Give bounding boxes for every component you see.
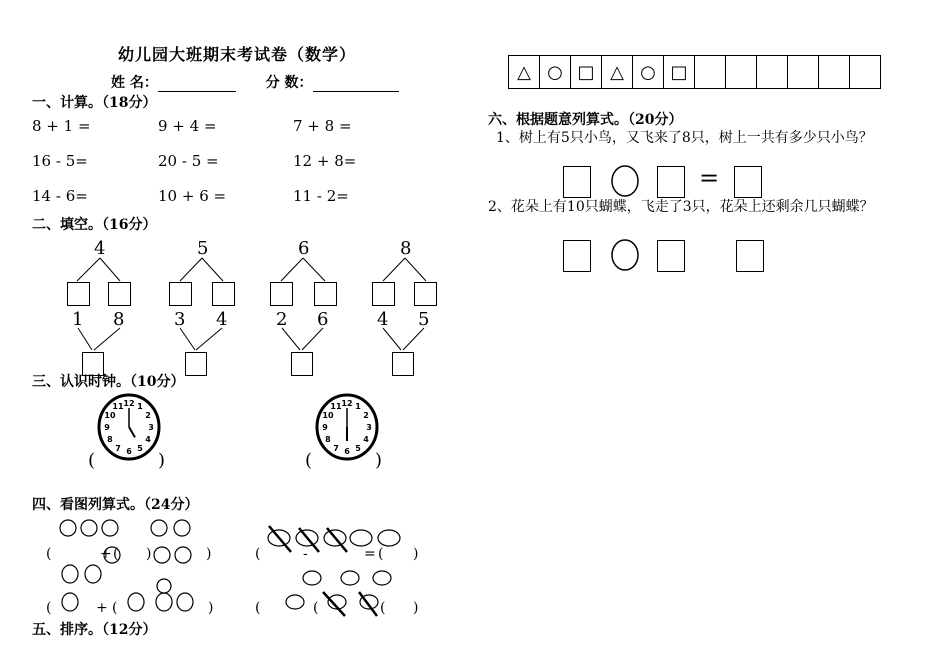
answer-paren-close: ): [375, 450, 383, 471]
sequence-table: [508, 55, 881, 89]
paren-open: (: [313, 600, 319, 616]
bond-top-number: 5: [197, 238, 209, 259]
clock-numeral: 9: [322, 423, 328, 432]
operator-circle[interactable]: [610, 164, 640, 198]
clock-numeral: 10: [322, 411, 334, 420]
bond-connector-lines: [0, 0, 460, 380]
sequence-cell: ○: [633, 56, 664, 89]
clock-numeral: 1: [137, 402, 143, 412]
calc-item: 14 - 6=: [32, 187, 88, 205]
operator-circle[interactable]: [610, 238, 640, 272]
clock-1: [96, 392, 162, 462]
paren-close: ): [208, 600, 214, 616]
clock-numeral: 6: [126, 447, 132, 456]
minus-sign: -: [303, 546, 308, 562]
bond-right-number: 6: [317, 309, 329, 330]
equation-number-box[interactable]: [657, 166, 685, 198]
equation-number-box[interactable]: [657, 240, 685, 272]
plus-sign: +: [96, 600, 108, 616]
bond-top-number: 4: [94, 238, 106, 259]
clock-numeral: 10: [104, 411, 116, 420]
name-label: 姓 名：: [111, 75, 158, 91]
bee-icon: [286, 571, 391, 609]
clock-numeral: 12: [341, 399, 353, 408]
chick-icon: [62, 565, 193, 611]
clock-numeral: 5: [355, 443, 361, 453]
calc-item: 8 + 1 =: [32, 117, 91, 135]
paren-close: ): [413, 546, 419, 562]
picture-math-left: [40, 514, 230, 618]
clock-numeral: 1: [355, 402, 361, 412]
paren-open: (: [378, 546, 384, 562]
calc-item: 10 + 6 =: [158, 187, 227, 205]
calc-item: 20 - 5 =: [158, 152, 219, 170]
equation-answer-box[interactable]: [736, 240, 764, 272]
section-3-heading: 三、认识时钟。（10分）: [32, 374, 185, 390]
bond-left-number: 2: [276, 309, 288, 330]
plus-sign: +: [100, 546, 112, 562]
clock-numeral: 3: [148, 423, 154, 432]
sequence-cell: △: [602, 56, 633, 89]
bond-right-number: 5: [418, 309, 430, 330]
equals-sign: =: [364, 546, 376, 562]
clock-numeral: 3: [366, 423, 372, 432]
clock-numeral: 12: [123, 399, 135, 408]
apple-icon: [60, 520, 191, 563]
paren-open: (: [255, 546, 261, 562]
sequence-blank-cell[interactable]: [788, 56, 819, 89]
paren-close: ): [146, 546, 152, 562]
paren-open: (: [380, 600, 386, 616]
section-1-heading: 一、计算。（18分）: [32, 95, 157, 111]
sequence-blank-cell[interactable]: [695, 56, 726, 89]
clock-numeral: 6: [344, 447, 350, 456]
clock-numeral: 2: [363, 411, 369, 420]
word-problem-1: 1、树上有5只小鸟，又飞来了8只，树上一共有多少只小鸟？: [496, 130, 873, 146]
score-label: 分 数：: [265, 75, 313, 91]
clock-numeral: 2: [145, 411, 151, 420]
calc-item: 9 + 4 =: [158, 117, 217, 135]
clock-numeral: 7: [115, 443, 121, 453]
clock-numeral: 8: [325, 435, 331, 444]
clock-numeral: 5: [137, 443, 143, 453]
calc-item: 7 + 8 =: [293, 117, 352, 135]
bond-right-number: 4: [216, 309, 228, 330]
answer-paren-open: (: [88, 450, 96, 471]
section-5-heading: 五、排序。（12分）: [32, 622, 157, 638]
bond-left-number: 4: [377, 309, 389, 330]
paren-open: (: [46, 600, 52, 616]
paren-open: (: [112, 600, 118, 616]
paren-close: ): [206, 546, 212, 562]
sequence-blank-cell[interactable]: [757, 56, 788, 89]
calc-item: 11 - 2=: [293, 187, 349, 205]
calc-item: 16 - 5=: [32, 152, 88, 170]
clock-numeral: 11: [112, 402, 124, 412]
bond-left-number: 3: [174, 309, 186, 330]
picture-math-right: [255, 520, 425, 620]
equation-answer-box[interactable]: [734, 166, 762, 198]
answer-paren-open: (: [305, 450, 313, 471]
sequence-blank-cell[interactable]: [819, 56, 850, 89]
sequence-cell: △: [509, 56, 540, 89]
clock-numeral: 11: [330, 402, 342, 412]
clock-numeral: 4: [145, 435, 151, 444]
section-2-heading: 二、填空。（16分）: [32, 217, 157, 233]
calc-item: 12 + 8=: [293, 152, 357, 170]
paren-open: (: [46, 546, 52, 562]
clock-numeral: 7: [333, 443, 339, 453]
clock-numeral: 8: [107, 435, 113, 444]
equation-number-box[interactable]: [563, 240, 591, 272]
paren-close: ): [413, 600, 419, 616]
section-4-heading: 四、看图列算式。（24分）: [32, 497, 199, 513]
sequence-blank-cell[interactable]: [850, 56, 881, 89]
bond-right-number: 8: [113, 309, 125, 330]
paren-open: (: [113, 546, 119, 562]
sequence-blank-cell[interactable]: [726, 56, 757, 89]
equals-sign: =: [699, 164, 720, 192]
bond-top-number: 8: [400, 238, 412, 259]
paren-open: (: [255, 600, 261, 616]
equation-number-box[interactable]: [563, 166, 591, 198]
sequence-cell: ○: [540, 56, 571, 89]
clock-numeral: 4: [363, 435, 369, 444]
page-title: 幼儿园大班期末考试卷（数学）: [118, 45, 357, 64]
section-6-heading: 六、根据题意列算式。（20分）: [488, 112, 683, 128]
sequence-cell: □: [571, 56, 602, 89]
answer-paren-close: ): [158, 450, 166, 471]
sequence-cell: □: [664, 56, 695, 89]
word-problem-2: 2、花朵上有10只蝴蝶，飞走了3只，花朵上还剩余几只蝴蝶？: [488, 199, 874, 215]
bond-left-number: 1: [72, 309, 84, 330]
bond-top-number: 6: [298, 238, 310, 259]
clock-2: [314, 392, 380, 462]
clock-numeral: 9: [104, 423, 110, 432]
